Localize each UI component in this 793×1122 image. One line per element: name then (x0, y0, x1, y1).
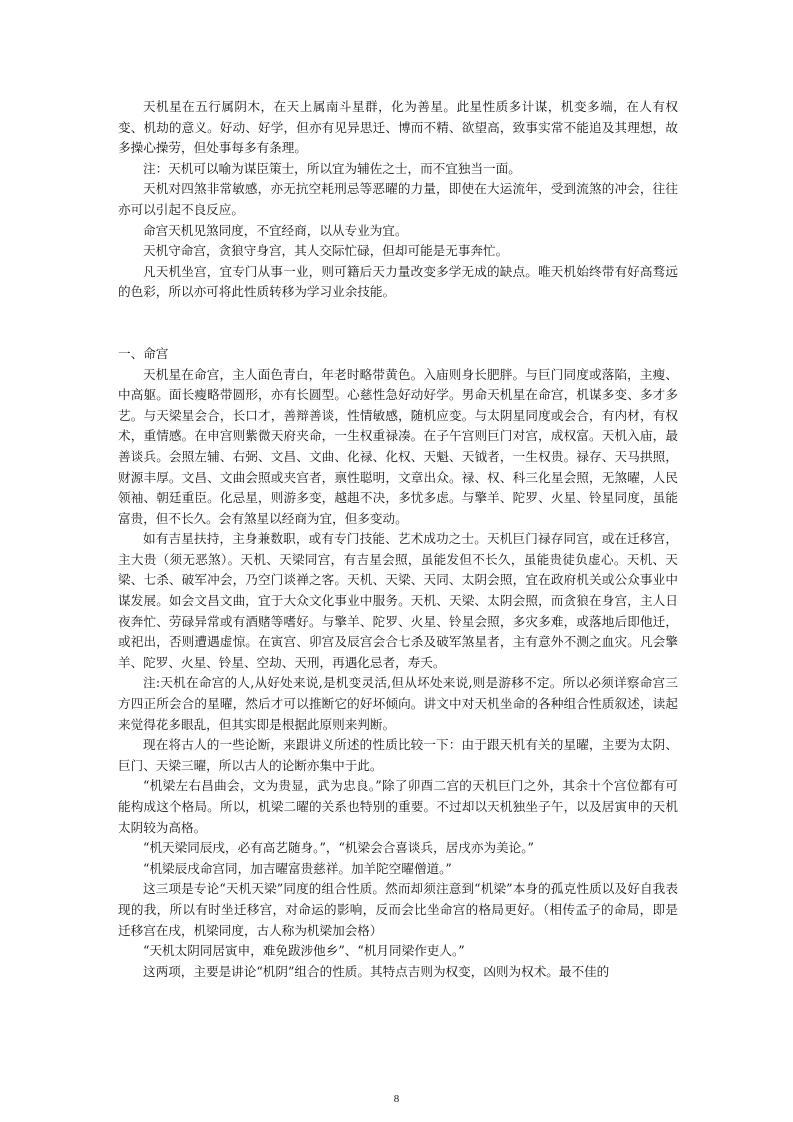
paragraph: 这两项，主要是讲论“机阴”组合的性质。其特点吉则为权变，凶则为权术。最不佳的 (143, 963, 610, 979)
paragraph: 现在将古人的一些论断，来跟讲义所述的性质比较一下：由于跟天机有关的星曜，主要为太阴、巨门、天梁三曜，所以古人的论断亦集中于此。 (118, 737, 678, 773)
paragraph: “机天梁同辰戌，必有高艺随身。”，“机梁会合喜谈兵，居戌亦为美论。” (143, 840, 534, 856)
paragraph: “天机太阴同居寅申，难免跋涉他乡”、“机月同梁作吏人。” (143, 943, 465, 959)
paragraph: 如有吉星扶持，主身兼数职，或有专门技能、艺术成功之士。天机巨门禄存同宫，或在迁移宫，主大贵（须无恶煞）。天机、天梁同宫，有吉星会照，虽能发但不长久，虽能贵徒负虚心。天机、天梁、七杀、破军冲会，乃空门谈禅之客。天机、天梁、天同、太阴会照，宜在政府机关或公众事业中谋发展。如会文昌文曲，宜于大众文化事业中服务。天机、天梁、太阴会照，而贪狼在身宫，主人日夜奔忙、劳碌异常或有酒赌等嗜好。与擎羊、陀罗、火星、铃星会照，多灾多难，或落地后即他迁，或祀出，否则遭遇虚惊。在寅宫、卯宫及辰宫会合七杀及破军煞星者，主有意外不测之血灾。凡会擎羊、陀罗、火星、铃星、空劫、天刑，再遇化忌者，寿夭。 (118, 531, 678, 670)
paragraph: 天机对四煞非常敏感，亦无抗空耗刑忌等恶曜的力量，即使在大运流年，受到流煞的冲会，往往亦可以引起不良反应。 (118, 181, 678, 217)
paragraph: 命宫天机见煞同度，不宜经商，以从专业为宜。 (143, 222, 408, 238)
paragraph: 天机星在命宫，主人面色青白，年老时略带黄色。入庙则身长肥胖。与巨门同度或落陷，主瘦、中高躯。面长瘦略带圆形，亦有长圆型。心慈性急好动好学。男命天机星在命宫，机谋多变、多才多艺。与天梁星会合，长口才，善辩善谈，性情敏感，随机应变。与太阴星同度或会合，有内材，有权术，重情感。在申宫则紫微天府夹命，一生权重禄凑。在子午宫则巨门对宫，成权富。天机入庙，最善谈兵。会照左辅、右弼、文昌、文曲、化禄、化权、天魁、天钺者，一生权贵。禄存、天马拱照，财源丰厚。文昌、文曲会照或夹宫者，禀性聪明，文章出众。禄、权、科三化星会照，无煞曜，人民领袖、朝廷重臣。化忌星，则游多变，越趄不决，多忧多虑。与擎羊、陀罗、火星、铃星同度，虽能富贵，但不长久。会有煞星以经商为宜，但多变动。 (118, 366, 678, 526)
document-body (118, 97, 678, 982)
paragraph: 天机星在五行属阴木，在天上属南斗星群，化为善星。此星性质多计谋，机变多端，在人有权变、机劫的意义。好动、好学，但亦有见异思迁、博而不精、欲望高，致事实常不能追及其理想，故多操心操劳，但处事每多有条理。 (118, 99, 678, 156)
paragraph: “机梁左右昌曲会，文为贵显，武为忠良。”除了卯酉二宫的天机巨门之外，其余十个宫位都有可能构成这个格局。所以，机梁二曜的关系也特别的重要。不过却以天机独坐子午，以及居寅申的天机太阴较为高格。 (118, 778, 678, 835)
paragraph: 注：天机可以喻为谋臣策士，所以宜为辅佐之士，而不宜独当一面。 (143, 160, 521, 176)
paragraph: 注:天机在命宫的人,从好处来说,是机变灵活,但从坏处来说,则是游移不定。所以必须详察命宫三方四正所会合的星曜，然后才可以推断它的好坏倾向。讲文中对天机坐命的各种组合性质叙述，读起来觉得花多眼乱，但其实即是根据此原则来判断。 (118, 675, 678, 732)
page-number: 8 (393, 1093, 400, 1105)
paragraph: “机梁辰戌命宫同，加吉曜富贵慈祥。加羊陀空曜僧道。” (143, 860, 452, 876)
paragraph: 天机守命宫，贪狼守身宫，其人交际忙碌，但却可能是无事奔忙。 (143, 243, 509, 259)
paragraph: 这三项是专论“天机天梁”同度的组合性质。然而却须注意到“机梁”本身的孤克性质以及好自我表现的我，所以有时坐迁移宫，对命运的影响，反而会比坐命宫的格局更好。（相传孟子的命局，即是迁移宫在戌，机梁同度，古人称为机梁加会格） (118, 881, 678, 938)
paragraph: 凡天机坐宫，宜专门从事一业，则可籍后天力量改变多学无成的缺点。唯天机始终带有好高骛远的色彩，所以亦可将此性质转移为学习业余技能。 (118, 263, 678, 300)
section-heading: 一、命宫 (118, 345, 169, 361)
